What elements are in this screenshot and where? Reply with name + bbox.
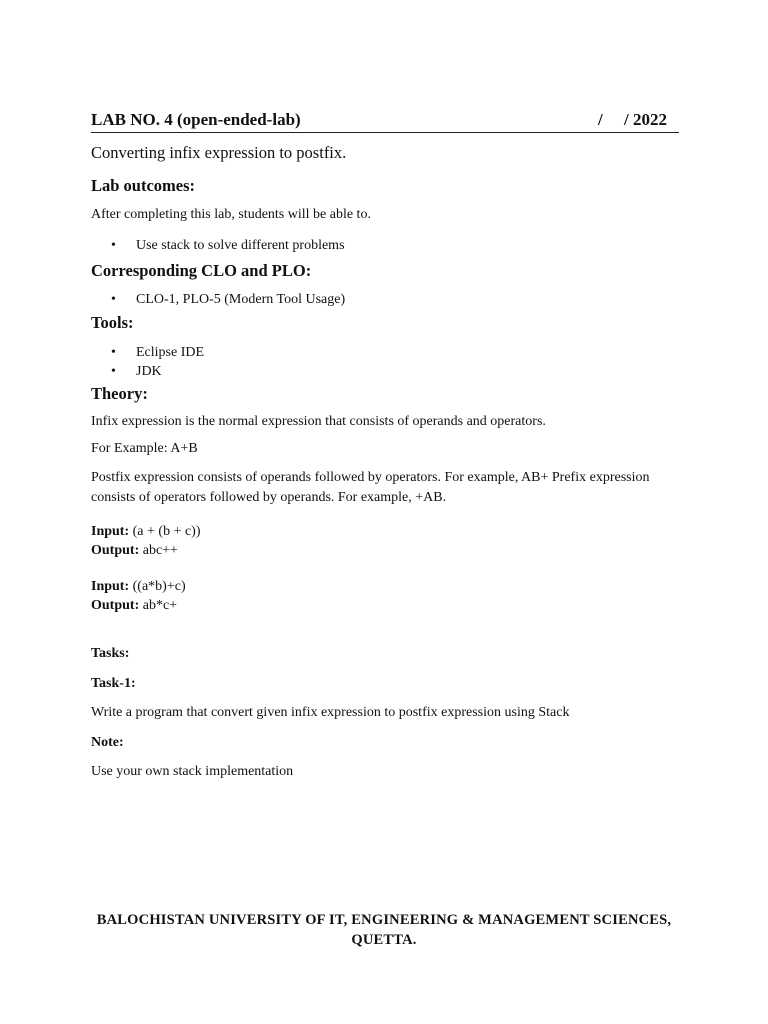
theory-heading: Theory: <box>91 384 148 403</box>
clo-plo-list <box>111 291 345 310</box>
footer-university: BALOCHISTAN UNIVERSITY OF IT, ENGINEERING & MANAGEMENT SCIENCES, <box>96 912 672 928</box>
outcomes-intro: After completing this lab, students will be able to. <box>91 207 371 222</box>
lab-subtitle: Converting infix expression to postfix. <box>91 143 347 162</box>
example-2-output <box>91 598 177 614</box>
lab-title: LAB NO. 4 (open-ended-lab) <box>91 110 301 129</box>
tasks-heading: Tasks: <box>91 646 130 661</box>
tools-list <box>111 344 204 381</box>
outcomes-list <box>111 237 345 256</box>
list-item: • Use stack to solve different problems <box>111 237 345 256</box>
example-1-input <box>91 524 201 540</box>
input-label: Input: <box>91 524 130 539</box>
task-1-text: Write a program that convert given infix expression to postfix expression using Stack <box>91 705 570 720</box>
list-item: • JDK <box>111 363 204 382</box>
list-item: • Eclipse IDE <box>111 344 204 363</box>
theory-para-2: For Example: A+B <box>91 441 198 456</box>
outcomes-heading: Lab outcomes: <box>91 176 196 195</box>
tools-heading: Tools: <box>91 313 134 332</box>
input-label: Input: <box>91 579 130 594</box>
output-label: Output: <box>91 543 140 558</box>
output-label: Output: <box>91 598 140 613</box>
footer-city: QUETTA. <box>351 932 417 948</box>
note-text: Use your own stack implementation <box>91 764 294 779</box>
output-value: abc++ <box>139 543 178 558</box>
example-2-input <box>91 579 186 595</box>
input-value: ((a*b)+c) <box>129 579 186 594</box>
theory-para-3: Postfix expression consists of operands followed by operators. For example, AB+ Prefix expression consists of operators followed by operands. For example, +AB. <box>91 470 650 505</box>
list-item: • CLO-1, PLO-5 (Modern Tool Usage) <box>111 291 345 310</box>
lab-date: / / 2022 <box>598 110 667 129</box>
header-row <box>91 110 679 133</box>
note-heading: Note: <box>91 735 124 750</box>
theory-para-1: Infix expression is the normal expression that consists of operands and operators. <box>91 414 546 429</box>
task-1-heading: Task-1: <box>91 676 136 691</box>
clo-plo-heading: Corresponding CLO and PLO: <box>91 261 312 280</box>
input-value: (a + (b + c)) <box>129 524 201 539</box>
output-value: ab*c+ <box>139 598 178 613</box>
example-1-output <box>91 543 178 559</box>
